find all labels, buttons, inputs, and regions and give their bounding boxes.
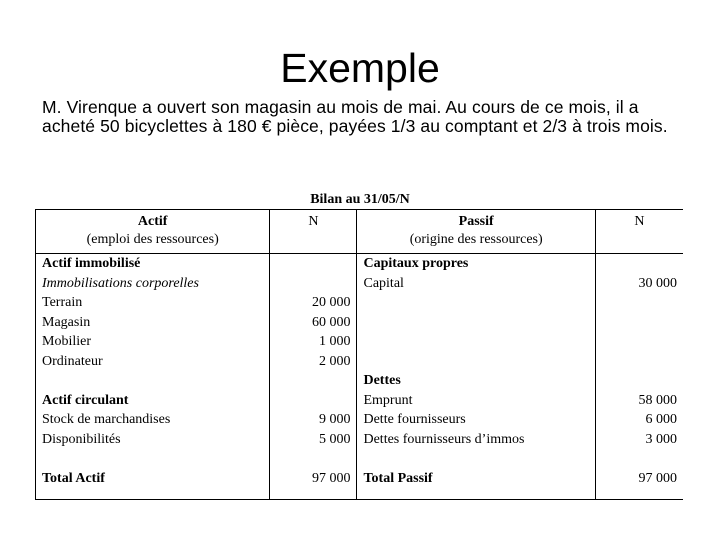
header-passif-sub: (origine des ressources)	[409, 232, 543, 247]
row-actif-label: Mobilier	[36, 332, 270, 352]
row-passif-value: 30 000	[638, 275, 677, 291]
row-actif-value	[270, 449, 357, 469]
row-passif-label	[357, 352, 595, 372]
total-row	[36, 469, 684, 500]
row-passif-label	[357, 313, 595, 333]
bilan-title: Bilan au 31/05/N	[310, 192, 410, 207]
table-row	[36, 430, 684, 450]
bilan-table	[35, 209, 683, 500]
row-passif-label: Dette fournisseurs	[357, 410, 595, 430]
total-actif-label: Total Actif	[36, 469, 270, 500]
row-passif-label: Dettes	[357, 371, 595, 391]
row-passif-value	[595, 293, 683, 313]
row-passif-value	[595, 313, 683, 333]
header-passif-n: N	[595, 210, 683, 254]
header-passif-label: Passif	[458, 214, 494, 229]
row-passif-value: 6 000	[645, 412, 677, 427]
row-actif-value	[270, 254, 357, 274]
intro-text	[42, 98, 682, 136]
row-passif-label: Capitaux propres	[357, 254, 595, 274]
total-passif-label: Total Passif	[357, 469, 595, 500]
row-passif-value	[595, 449, 683, 469]
row-actif-label	[36, 449, 270, 469]
row-actif-value: 5 000	[270, 430, 357, 450]
table-row	[36, 313, 684, 333]
row-actif-value	[270, 391, 357, 411]
row-actif-value	[270, 274, 357, 294]
row-actif-label: Immobilisations corporelles	[36, 274, 270, 294]
row-actif-value	[270, 371, 357, 391]
row-passif-label: Capital	[357, 274, 595, 294]
row-passif-label: Dettes fournisseurs d’immos	[357, 430, 595, 450]
table-row	[36, 352, 684, 372]
row-passif-value: 58 000	[638, 392, 677, 408]
row-actif-label: Ordinateur	[36, 352, 270, 372]
header-actif-label: Actif	[137, 214, 168, 229]
row-actif-value: 9 000	[270, 410, 357, 430]
table-row	[36, 274, 684, 294]
row-passif-value	[595, 332, 683, 352]
row-passif-label	[357, 449, 595, 469]
total-passif-value: 97 000	[595, 469, 683, 500]
row-actif-label: Terrain	[36, 293, 270, 313]
table-row	[36, 332, 684, 352]
row-passif-value	[595, 254, 683, 274]
row-passif-value	[595, 371, 683, 391]
row-actif-label: Stock de marchandises	[36, 410, 270, 430]
row-actif-label	[36, 371, 270, 391]
table-row	[36, 449, 684, 469]
row-actif-label: Disponibilités	[36, 430, 270, 450]
row-actif-value: 60 000	[270, 313, 357, 333]
table-row	[36, 371, 684, 391]
bilan-header-row	[36, 210, 684, 254]
table-row	[36, 410, 684, 430]
header-actif-sub: (emploi des ressources)	[86, 232, 219, 247]
table-row	[36, 391, 684, 411]
row-actif-value: 1 000	[270, 332, 357, 352]
row-passif-value: 3 000	[645, 431, 677, 447]
row-passif-label	[357, 293, 595, 313]
row-actif-value: 2 000	[270, 352, 357, 372]
row-passif-label: Emprunt	[357, 391, 595, 411]
total-actif-value: 97 000	[270, 469, 357, 500]
table-row	[36, 254, 684, 274]
row-passif-value	[595, 352, 683, 372]
header-actif-n: N	[270, 210, 357, 254]
table-row	[36, 293, 684, 313]
row-actif-label: Actif immobilisé	[36, 254, 270, 274]
row-passif-label	[357, 332, 595, 352]
header-passif	[357, 210, 595, 254]
slide-title: Exemple	[280, 45, 440, 91]
row-actif-label: Magasin	[36, 313, 270, 333]
header-actif	[36, 210, 270, 254]
row-actif-value: 20 000	[270, 293, 357, 313]
intro-paragraph: M. Virenque a ouvert son magasin au mois de mai. Au cours de ce mois, il a acheté 50 bicyclettes à 180 € pièce, payées 1/3 au comptant et 2/3 à trois mois.	[42, 97, 668, 136]
row-actif-label: Actif circulant	[36, 391, 270, 411]
